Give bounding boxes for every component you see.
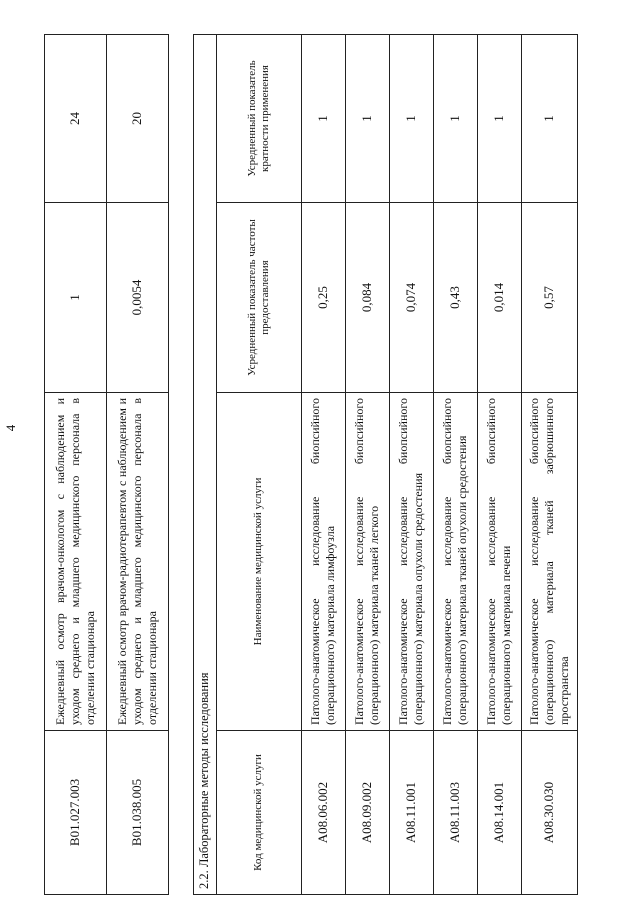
frequency-value: 0,014 [477,203,521,393]
table-row [45,35,107,895]
frequency-value: 0,43 [433,203,477,393]
multiplicity-value: 1 [521,34,577,202]
service-name: Ежедневный осмотр врачом-радиотерапевтом с наблюдением и уходом среднего и младшего медицинского персонала в отделении стационара [107,393,169,731]
page-number: 4 [3,424,18,432]
frequency-value: 0,0054 [107,203,169,393]
frequency-value: 0,57 [521,203,577,393]
section-header-row [194,34,217,894]
multiplicity-value: 1 [477,34,521,202]
table-row [345,34,389,894]
frequency-value: 0,074 [389,203,433,393]
multiplicity-value: 24 [45,35,107,203]
header-row [216,34,301,894]
service-code: A08.11.001 [389,731,433,895]
service-name: Патолого-анатомическое исследование биопсийного (операционного) материала опухоли средостения [389,393,433,731]
table-row [433,34,477,894]
services-table-top [44,35,169,895]
column-header-code: Код медицинской услуги [216,731,301,895]
service-code: A08.09.002 [345,731,389,895]
column-header-multiplicity: Усредненный показатель кратности применения [216,34,301,202]
service-code: A08.06.002 [301,731,345,895]
table-row [389,34,433,894]
service-name: Патолого-анатомическое исследование биопсийного (операционного) материала печени [477,393,521,731]
column-header-name: Наименование медицинской услуги [216,393,301,731]
multiplicity-value: 1 [433,34,477,202]
service-code: B01.038.005 [107,731,169,895]
service-name: Патолого-анатомическое исследование биопсийного (операционного) материала тканей забрюшинного пространства [521,393,577,731]
service-code: B01.027.003 [45,731,107,895]
service-name: Патолого-анатомическое исследование биопсийного (операционного) материала лимфоузла [301,393,345,731]
service-name: Ежедневный осмотр врачом-онкологом с наблюдением и уходом среднего и младшего медицинского персонала в отделении стационара [45,393,107,731]
frequency-value: 1 [45,203,107,393]
multiplicity-value: 1 [301,34,345,202]
multiplicity-value: 20 [107,35,169,203]
multiplicity-value: 1 [389,34,433,202]
section-title: 2.2. Лабораторные методы исследования [194,34,217,894]
service-name: Патолого-анатомическое исследование биопсийного (операционного) материала тканей опухоли средостения [433,393,477,731]
table-row [107,35,169,895]
service-code: A08.30.030 [521,731,577,895]
service-name: Патолого-анатомическое исследование биопсийного (операционного) материала тканей легкого [345,393,389,731]
table-row [477,34,521,894]
multiplicity-value: 1 [345,34,389,202]
service-code: A08.11.003 [433,731,477,895]
column-header-frequency: Усредненный показатель частоты предоставления [216,203,301,393]
frequency-value: 0,084 [345,203,389,393]
service-code: A08.14.001 [477,731,521,895]
table-row [301,34,345,894]
table-row [521,34,577,894]
frequency-value: 0,25 [301,203,345,393]
lab-methods-table [193,35,578,895]
